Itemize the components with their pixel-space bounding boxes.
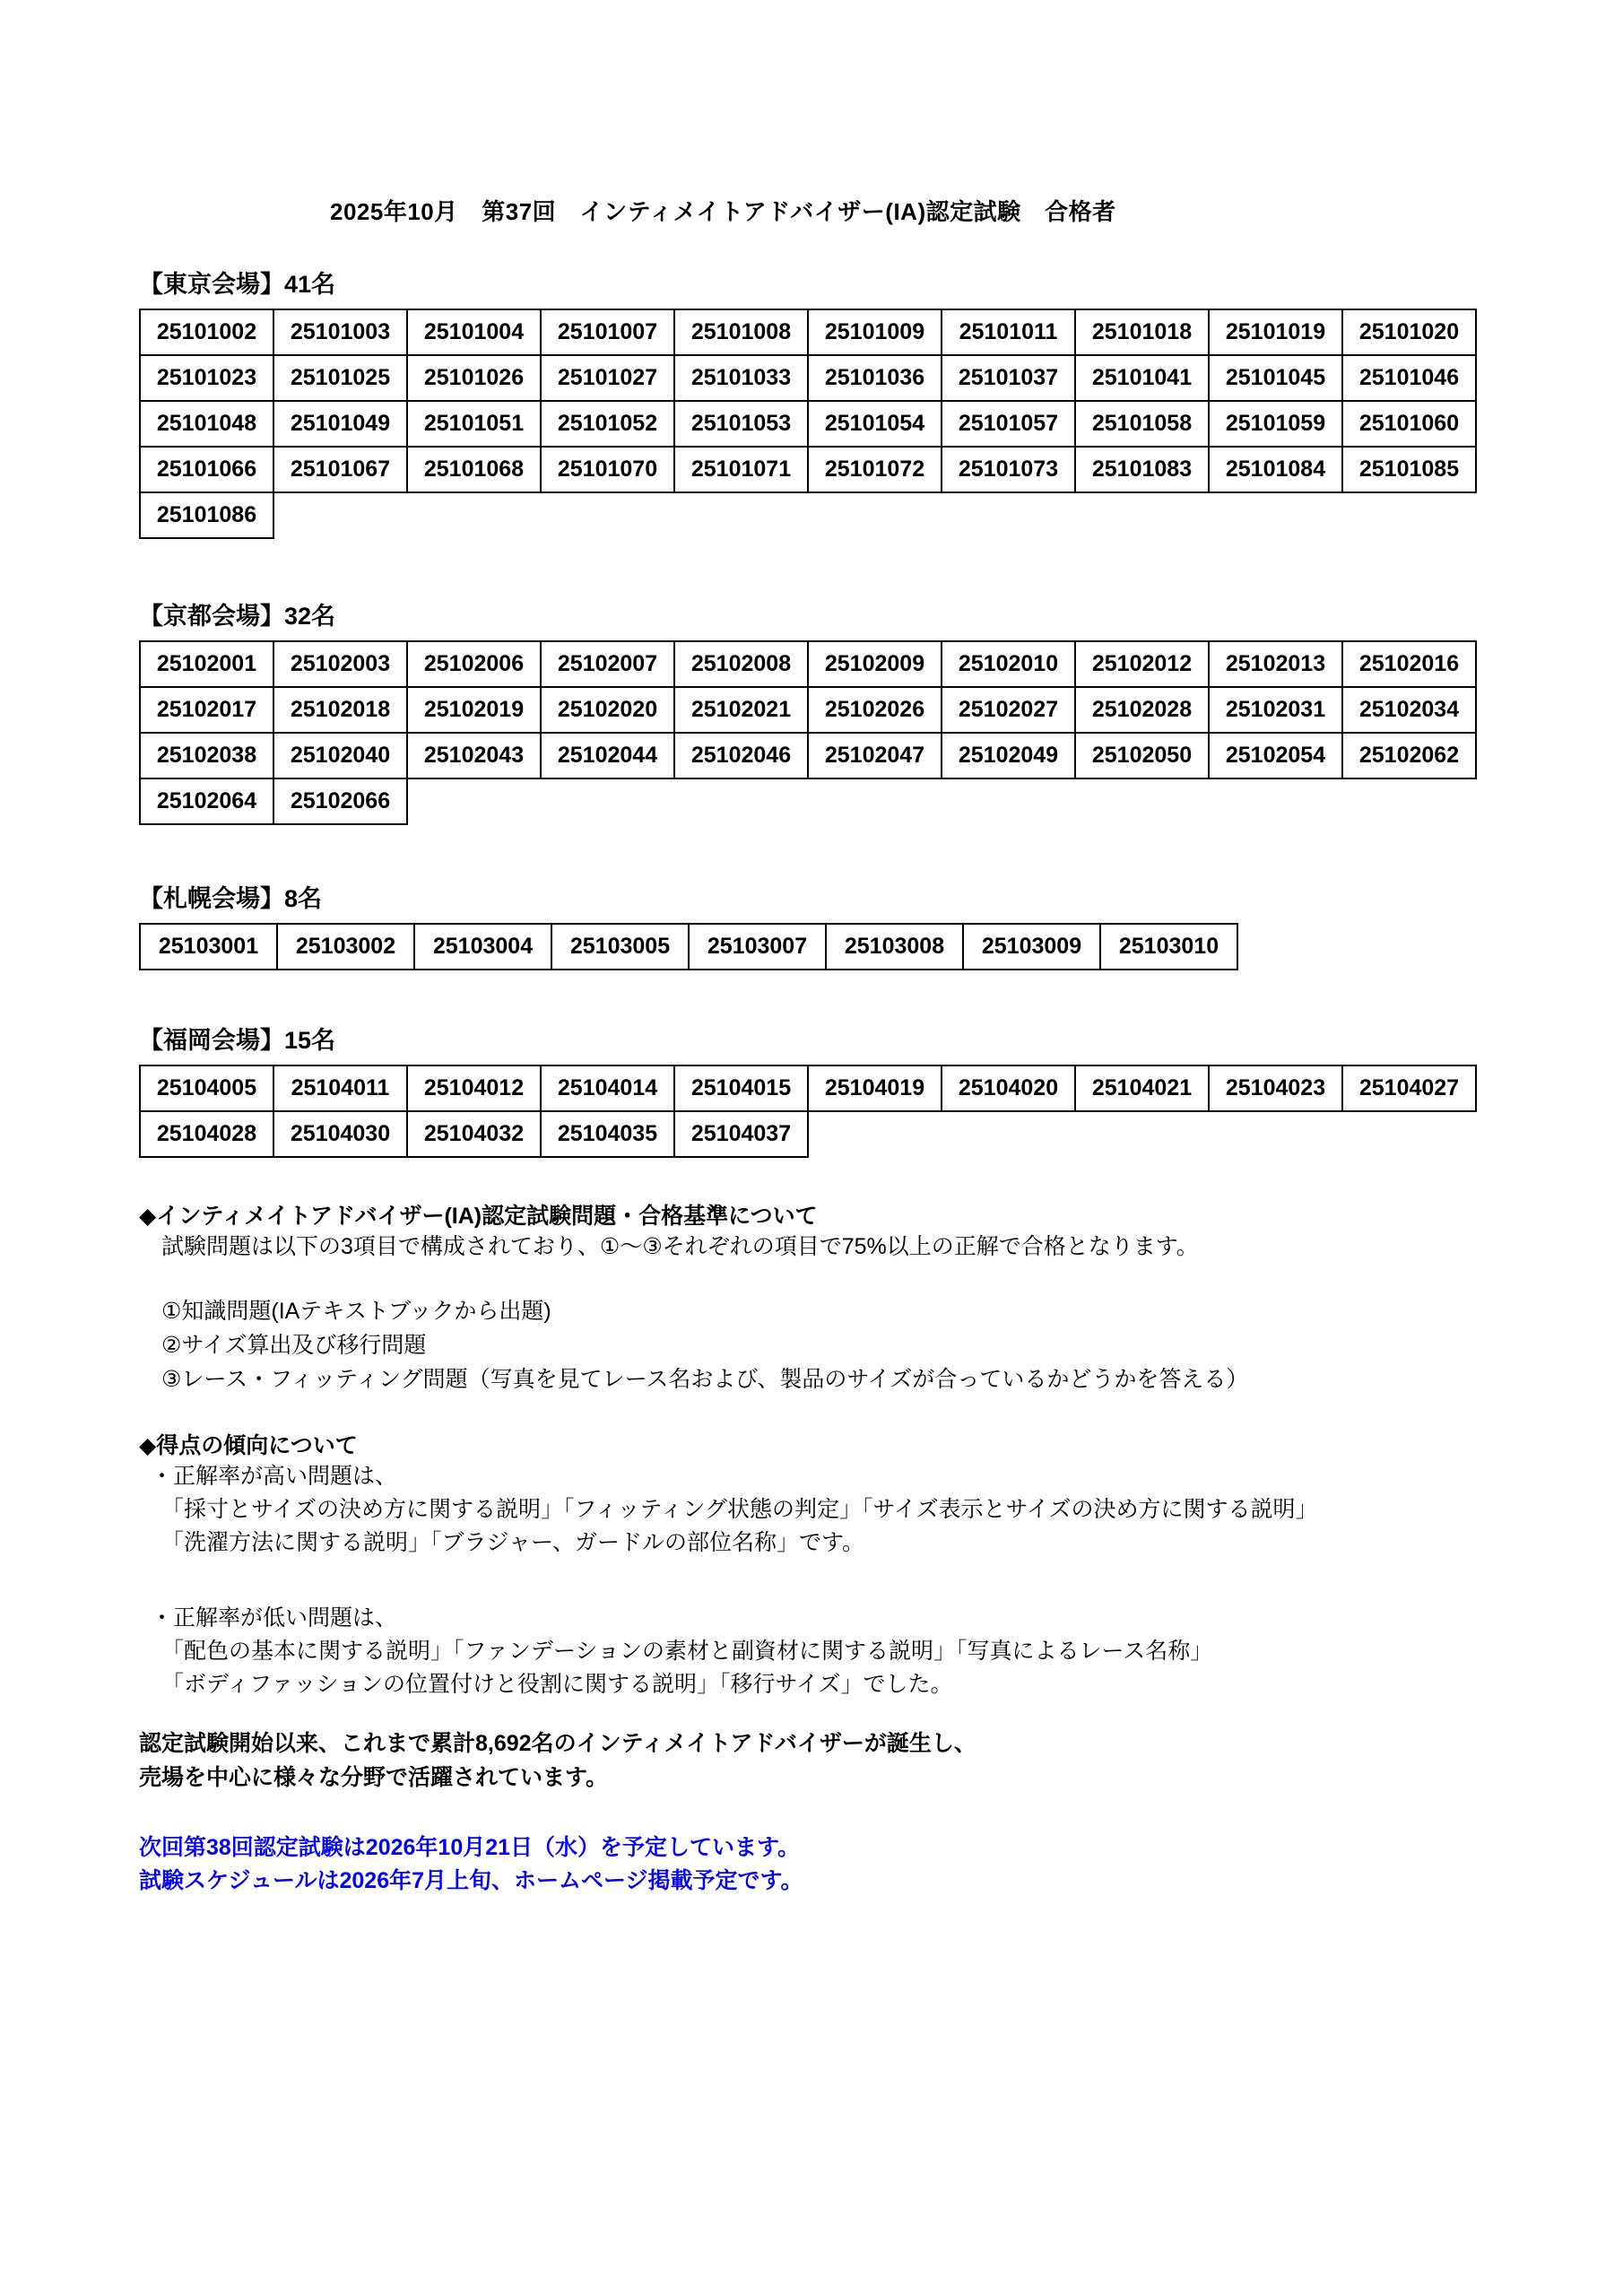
- exam-number-cell: 25101033: [673, 354, 809, 402]
- table-row: [139, 640, 1477, 688]
- exam-number-cell: 25103007: [688, 923, 827, 970]
- exam-number-cell: 25101059: [1208, 400, 1343, 448]
- exam-number-cell: 25104021: [1074, 1065, 1210, 1112]
- exam-number-cell: 25101018: [1074, 309, 1210, 356]
- venue-heading: 【京都会場】32名: [139, 603, 336, 630]
- exam-number-cell: 25103002: [276, 923, 415, 970]
- exam-number-cell: 25102018: [273, 686, 408, 734]
- exam-number-cell: 25104032: [406, 1110, 542, 1158]
- exam-number-cell: 25104023: [1208, 1065, 1343, 1112]
- exam-number-cell: 25101060: [1341, 400, 1477, 448]
- exam-number-cell: 25104019: [807, 1065, 942, 1112]
- criteria-section-heading: ◆インティメイトアドバイザー(IA)認定試験問題・合格基準について: [139, 1204, 818, 1229]
- exam-number-cell: 25102064: [139, 778, 274, 825]
- table-row: [139, 400, 1477, 448]
- exam-number-cell: 25101036: [807, 354, 942, 402]
- exam-number-cell: 25101057: [941, 400, 1076, 448]
- exam-number-cell: 25102027: [941, 686, 1076, 734]
- exam-number-cell: 25102043: [406, 732, 542, 779]
- exam-number-cell: 25101011: [941, 309, 1076, 356]
- exam-number-cell: 25101072: [807, 446, 942, 493]
- table-row: [139, 1110, 1477, 1158]
- exam-number-cell: 25103008: [825, 923, 964, 970]
- venue-tokyo: [139, 269, 1477, 539]
- exam-number-cell: 25102007: [540, 640, 675, 688]
- exam-number-cell: 25101067: [273, 446, 408, 493]
- exam-number-cell: 25102026: [807, 686, 942, 734]
- trend-low-line-1: 「配色の基本に関する説明」「ファンデーションの素材と副資材に関する説明」「写真によるレース名称」: [161, 1639, 1213, 1664]
- exam-number-cell: 25102006: [406, 640, 542, 688]
- criteria-item-2: ②サイズ算出及び移行問題: [161, 1333, 427, 1358]
- exam-number-cell: 25101083: [1074, 446, 1210, 493]
- exam-number-cell: 25104011: [273, 1065, 408, 1112]
- passers-table: [139, 1065, 1477, 1158]
- exam-number-cell: 25101085: [1341, 446, 1477, 493]
- exam-number-cell: 25101070: [540, 446, 675, 493]
- exam-number-cell: 25102050: [1074, 732, 1210, 779]
- passers-table: [139, 923, 1238, 970]
- passers-table: [139, 309, 1477, 539]
- exam-number-cell: 25104027: [1341, 1065, 1477, 1112]
- venue-heading: 【札幌会場】8名: [139, 885, 323, 912]
- exam-number-cell: 25102003: [273, 640, 408, 688]
- exam-number-cell: 25102001: [139, 640, 274, 688]
- exam-number-cell: 25101071: [673, 446, 809, 493]
- exam-number-cell: 25101048: [139, 400, 274, 448]
- summary-line-2: 売場を中心に様々な分野で活躍されています。: [139, 1765, 609, 1790]
- trend-low-line-2: 「ボディファッションの位置付けと役割に関する説明」「移行サイズ」でした。: [161, 1672, 953, 1697]
- table-row: [139, 309, 1477, 356]
- table-row: [139, 732, 1477, 779]
- exam-number-cell: 25101023: [139, 354, 274, 402]
- trend-section-heading: ◆得点の傾向について: [139, 1433, 358, 1458]
- exam-number-cell: 25104012: [406, 1065, 542, 1112]
- exam-number-cell: 25101086: [139, 491, 274, 539]
- exam-number-cell: 25102021: [673, 686, 809, 734]
- exam-number-cell: 25104037: [673, 1110, 809, 1158]
- exam-number-cell: 25102046: [673, 732, 809, 779]
- exam-number-cell: 25101027: [540, 354, 675, 402]
- venue-kyoto: [139, 601, 1477, 825]
- exam-number-cell: 25102010: [941, 640, 1076, 688]
- exam-number-cell: 25103004: [413, 923, 552, 970]
- trend-low-intro: ・正解率が低い問題は、: [151, 1605, 398, 1631]
- exam-number-cell: 25101007: [540, 309, 675, 356]
- table-row: [139, 923, 1238, 970]
- exam-number-cell: 25102028: [1074, 686, 1210, 734]
- exam-number-cell: 25104005: [139, 1065, 274, 1112]
- venue-heading: 【東京会場】41名: [139, 271, 336, 298]
- exam-number-cell: 25101020: [1341, 309, 1477, 356]
- exam-number-cell: 25103001: [139, 923, 278, 970]
- exam-number-cell: 25103010: [1099, 923, 1238, 970]
- exam-number-cell: 25101053: [673, 400, 809, 448]
- exam-number-cell: 25102066: [273, 778, 408, 825]
- exam-number-cell: 25102031: [1208, 686, 1343, 734]
- exam-number-cell: 25102020: [540, 686, 675, 734]
- exam-number-cell: 25102013: [1208, 640, 1343, 688]
- exam-number-cell: 25101041: [1074, 354, 1210, 402]
- exam-number-cell: 25101037: [941, 354, 1076, 402]
- exam-number-cell: 25102008: [673, 640, 809, 688]
- exam-number-cell: 25101009: [807, 309, 942, 356]
- criteria-intro: 試験問題は以下の3項目で構成されており、①～③それぞれの項目で75%以上の正解で合格となります。: [161, 1234, 1199, 1259]
- passers-table: [139, 640, 1477, 825]
- exam-number-cell: 25102062: [1341, 732, 1477, 779]
- table-row: [139, 491, 1477, 539]
- exam-number-cell: 25101051: [406, 400, 542, 448]
- exam-number-cell: 25102017: [139, 686, 274, 734]
- exam-number-cell: 25102054: [1208, 732, 1343, 779]
- exam-number-cell: 25101026: [406, 354, 542, 402]
- exam-number-cell: 25101058: [1074, 400, 1210, 448]
- exam-number-cell: 25102049: [941, 732, 1076, 779]
- table-row: [139, 446, 1477, 493]
- criteria-item-3: ③レース・フィッティング問題（写真を見てレース名および、製品のサイズが合っているかどうかを答える）: [161, 1367, 1249, 1392]
- exam-number-cell: 25103005: [551, 923, 690, 970]
- exam-number-cell: 25101004: [406, 309, 542, 356]
- table-row: [139, 686, 1477, 734]
- exam-number-cell: 25101025: [273, 354, 408, 402]
- exam-number-cell: 25102040: [273, 732, 408, 779]
- table-row: [139, 1065, 1477, 1112]
- trend-high-intro: ・正解率が高い問題は、: [151, 1464, 398, 1489]
- exam-number-cell: 25101052: [540, 400, 675, 448]
- trend-high-line-2: 「洗濯方法に関する説明」「ブラジャー、ガードルの部位名称」です。: [161, 1530, 865, 1555]
- exam-number-cell: 25102012: [1074, 640, 1210, 688]
- exam-number-cell: 25103009: [962, 923, 1101, 970]
- trend-high-line-1: 「採寸とサイズの決め方に関する説明」「フィッティング状態の判定」「サイズ表示とサイズの決め方に関する説明」: [161, 1497, 1318, 1522]
- venue-heading: 【福岡会場】15名: [139, 1027, 336, 1054]
- exam-number-cell: 25102009: [807, 640, 942, 688]
- page-title: 2025年10月 第37回 インティメイトアドバイザー(IA)認定試験 合格者: [330, 198, 1116, 225]
- exam-number-cell: 25104014: [540, 1065, 675, 1112]
- exam-number-cell: 25104015: [673, 1065, 809, 1112]
- exam-number-cell: 25101084: [1208, 446, 1343, 493]
- exam-number-cell: 25102034: [1341, 686, 1477, 734]
- exam-number-cell: 25101045: [1208, 354, 1343, 402]
- exam-number-cell: 25101019: [1208, 309, 1343, 356]
- summary-line-1: 認定試験開始以来、これまで累計8,692名のインティメイトアドバイザーが誕生し、: [139, 1731, 976, 1756]
- exam-number-cell: 25101002: [139, 309, 274, 356]
- exam-number-cell: 25101066: [139, 446, 274, 493]
- exam-number-cell: 25101073: [941, 446, 1076, 493]
- exam-number-cell: 25101049: [273, 400, 408, 448]
- venue-sapporo: [139, 883, 1238, 970]
- exam-number-cell: 25102044: [540, 732, 675, 779]
- exam-number-cell: 25102016: [1341, 640, 1477, 688]
- exam-number-cell: 25102019: [406, 686, 542, 734]
- exam-number-cell: 25101046: [1341, 354, 1477, 402]
- exam-number-cell: 25104030: [273, 1110, 408, 1158]
- exam-number-cell: 25102038: [139, 732, 274, 779]
- exam-number-cell: 25101003: [273, 309, 408, 356]
- exam-number-cell: 25104028: [139, 1110, 274, 1158]
- exam-number-cell: 25104020: [941, 1065, 1076, 1112]
- table-row: [139, 778, 1477, 825]
- venue-fukuoka: [139, 1025, 1477, 1158]
- next-exam-notice-1: 次回第38回認定試験は2026年10月21日（水）を予定しています。: [139, 1835, 801, 1860]
- exam-number-cell: 25102047: [807, 732, 942, 779]
- exam-number-cell: 25104035: [540, 1110, 675, 1158]
- exam-number-cell: 25101008: [673, 309, 809, 356]
- exam-number-cell: 25101068: [406, 446, 542, 493]
- exam-number-cell: 25101054: [807, 400, 942, 448]
- next-exam-notice-2: 試験スケジュールは2026年7月上旬、ホームページ掲載予定です。: [139, 1868, 803, 1893]
- table-row: [139, 354, 1477, 402]
- criteria-item-1: ①知識問題(IAテキストブックから出題): [161, 1299, 551, 1324]
